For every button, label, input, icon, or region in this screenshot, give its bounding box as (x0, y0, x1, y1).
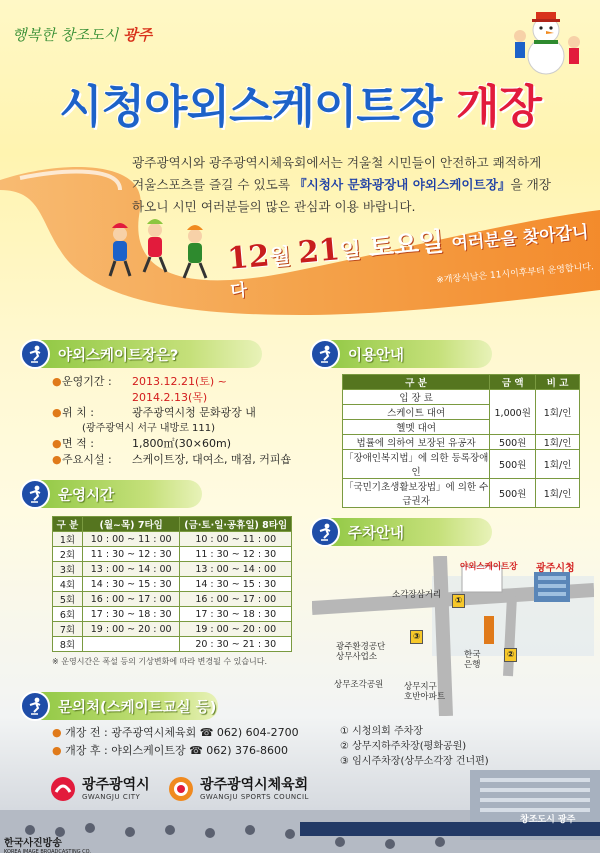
list-item: ● 개장 후 : 야외스케이트장 ☎ 062) 376-8600 (52, 744, 289, 757)
sports-council-logo: 광주광역시체육회 GWANGJU SPORTS COUNCIL (168, 776, 309, 802)
section-header-hours: 운영시간 (22, 480, 202, 508)
map-roads (312, 556, 594, 716)
table-row: 헬멧 대여 (343, 420, 580, 435)
usage-table (342, 374, 580, 508)
table-row: 법률에 의하여 보장된 유공자 500원 1회/인 (343, 435, 580, 450)
skater-icon (310, 517, 340, 547)
hours-table (52, 516, 292, 652)
table-header-row: 구 분 (월~목) 7타임 (금·토·일·공휴일) 8타임 (53, 517, 292, 532)
table-row: 7회 19 : 00 ~ 20 : 00 19 : 00 ~ 20 : 00 (53, 622, 292, 637)
slogan: 행복한 창조도시 광주 (12, 26, 152, 44)
list-item: ● 면 적 : 1,800㎡(30×60m) (52, 437, 231, 450)
parking-list (340, 724, 489, 769)
section-header-about: 야외스케이트장은? (22, 340, 262, 368)
skater-icon (20, 691, 50, 721)
map-label-district: 상무지구 호반아파트 (404, 682, 446, 702)
list-item: ● 위 치 : 광주광역시청 문화광장 내 (52, 406, 256, 419)
opening-note: ※개장식날은 11시이후부터 운영합니다. (435, 262, 595, 286)
section-header-contact: 문의처(스케이트교실 등) (22, 692, 218, 720)
map-label-skate-rink: 야외스케이트장 (460, 562, 518, 572)
city-logo: 광주광역시 GWANGJU CITY (50, 776, 150, 802)
section-header-usage: 이용안내 (312, 340, 492, 368)
skating-kids-illustration (100, 218, 230, 284)
map-label-junction: 소각장삼거리 (392, 590, 442, 600)
intro-line: 광주광역시와 광주광역시체육회에서는 겨울철 시민들이 안전하고 쾌적하게 (132, 155, 542, 170)
map-label-park: 상무조각공원 (334, 680, 384, 690)
table-row: 5회 16 : 00 ~ 17 : 00 16 : 00 ~ 17 : 00 (53, 592, 292, 607)
list-item: ● 주요시설 : 스케이트장, 대여소, 매점, 커피숍 (52, 452, 292, 466)
parking-marker-1: ① (452, 594, 465, 608)
table-row: 4회 14 : 30 ~ 15 : 30 14 : 30 ~ 15 : 30 (53, 577, 292, 592)
table-row: 3회 13 : 00 ~ 14 : 00 13 : 00 ~ 14 : 00 (53, 562, 292, 577)
intro-line: 겨울스포츠를 즐길 수 있도록 『시청사 문화광장내 야외스케이트장』을 개장 (132, 177, 551, 192)
table-row: 2회 11 : 30 ~ 12 : 30 11 : 30 ~ 12 : 30 (53, 547, 292, 562)
table-row: 1회 10 : 00 ~ 11 : 00 10 : 00 ~ 11 : 00 (53, 532, 292, 547)
page-title: 시청야외스케이트장 개장 (59, 80, 541, 133)
list-item: ● 운영기간 : 2013.12.21(토) ~ 2014.2.13(목) (52, 375, 227, 404)
hours-note: ※ 운영시간은 폭설 등의 기상변화에 따라 변경될 수 있습니다. (52, 657, 268, 666)
section-header-parking: 주차안내 (312, 518, 492, 546)
table-row: 6회 17 : 30 ~ 18 : 30 17 : 30 ~ 18 : 30 (53, 607, 292, 622)
intro-text (132, 152, 588, 218)
footer-sign: 창조도시 광주 (520, 815, 576, 825)
table-row: 입 장 료 1,000원 1회/인 (343, 390, 580, 405)
list-item: ● 개장 전 : 광주광역시체육회 ☎ 062) 604-2700 (52, 726, 299, 739)
map-label-bank: 한국 은행 (464, 650, 481, 670)
address: (광주광역시 서구 내방로 111) (82, 422, 216, 434)
list-item: ② 상무지하주차장(평화공원) (340, 741, 467, 752)
parking-map (312, 556, 594, 716)
list-item: ① 시청의회 주차장 (340, 726, 423, 737)
skater-icon (310, 339, 340, 369)
table-row: 8회 20 : 30 ~ 21 : 30 (53, 637, 292, 652)
contact-list (52, 724, 312, 760)
about-list (52, 374, 302, 467)
list-item: ③ 임시주차장(상무소각장 건너편) (340, 756, 489, 767)
parking-marker-2: ② (504, 648, 517, 662)
snowman-icon (506, 6, 586, 78)
broadcast-watermark: 한국사진방송 KOREA IMAGE BROADCASTING CO. (4, 838, 91, 853)
opening-date: 12월 21일 토요일 여러분을 찾아갑니다 (226, 222, 590, 302)
map-label-city-hall: 광주시청 (536, 563, 575, 574)
intro-line: 하오니 시민 여러분들의 많은 관심과 이용 바랍니다. (132, 199, 416, 214)
table-row: 스케이트 대여 (343, 405, 580, 420)
skater-icon (20, 339, 50, 369)
table-row: 「장애인복지법」에 의한 등록장애인 500원 1회/인 (343, 450, 580, 479)
map-label-env-corp: 광주환경공단 상무사업소 (336, 642, 386, 662)
parking-marker-3: ③ (410, 630, 423, 644)
skater-icon (20, 479, 50, 509)
table-header-row: 구 분 금 액 비 고 (343, 375, 580, 390)
table-row: 「국민기초생활보장법」에 의한 수급권자 500원 1회/인 (343, 479, 580, 508)
